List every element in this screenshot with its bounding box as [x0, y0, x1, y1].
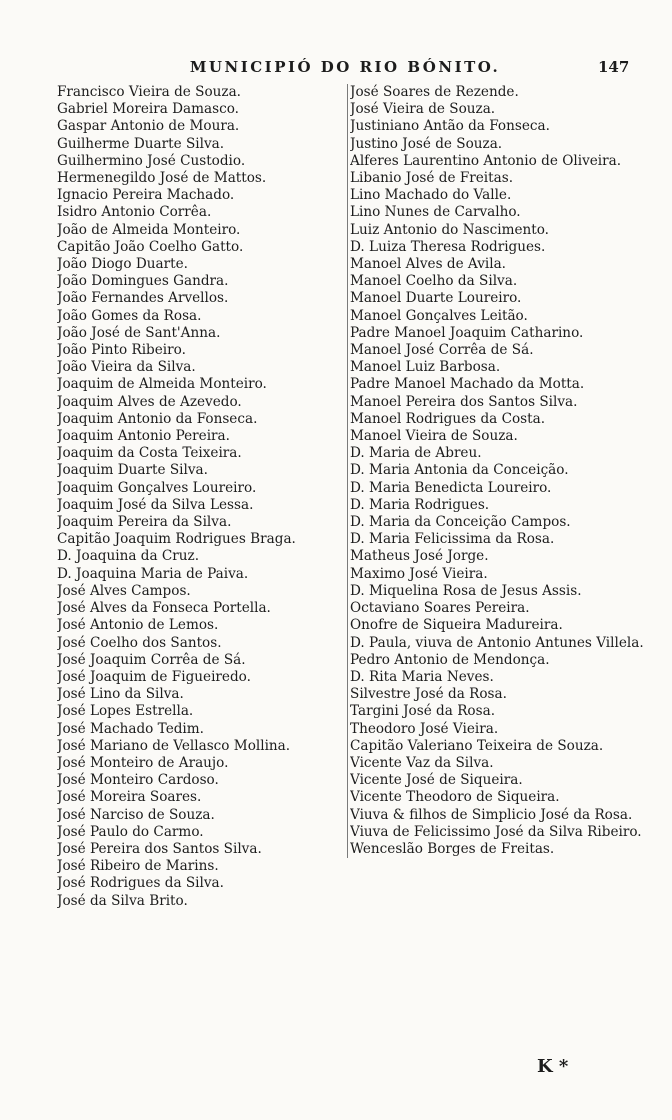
list-item: Manoel Coelho da Silva.: [350, 273, 518, 290]
list-item: Matheus José Jorge.: [350, 548, 489, 565]
list-item: Hermenegildo José de Mattos.: [57, 170, 267, 187]
list-item: José Moreira Soares.: [57, 789, 202, 806]
list-item: Manoel Gonçalves Leitão.: [350, 307, 528, 324]
list-item: Wenceslão Borges de Freitas.: [350, 840, 555, 857]
list-item: Guilhermino José Custodio.: [57, 152, 246, 169]
list-item: José Lopes Estrella.: [57, 703, 194, 720]
list-item: D. Maria Felicissima da Rosa.: [350, 531, 555, 548]
list-item: José Joaquim de Figueiredo.: [57, 668, 251, 685]
list-item: José Alves da Fonseca Portella.: [57, 600, 271, 617]
list-item: Lino Nunes de Carvalho.: [350, 204, 521, 221]
list-item: D. Maria Rodrigues.: [350, 496, 490, 513]
list-item: Vicente Vaz da Silva.: [350, 754, 494, 771]
list-item: D. Maria Benedicta Loureiro.: [350, 479, 552, 496]
list-item: José Rodrigues da Silva.: [57, 875, 224, 892]
list-item: João Diogo Duarte.: [57, 256, 188, 273]
list-item: José Mariano de Vellasco Mollina.: [57, 737, 291, 754]
list-item: Manoel Vieira de Souza.: [350, 428, 518, 445]
page-number: 147: [598, 58, 630, 76]
list-item: Libanio José de Freitas.: [350, 170, 514, 187]
page-title: MUNICIPIÓ DO RIO BÓNITO.: [189, 58, 501, 76]
list-item: José Antonio de Lemos.: [57, 617, 219, 634]
list-item: Manoel Rodrigues da Costa.: [350, 410, 546, 427]
list-item: Vicente José de Siqueira.: [350, 772, 523, 789]
list-item: João Pinto Ribeiro.: [57, 342, 186, 359]
list-item: José Lino da Silva.: [57, 686, 184, 703]
list-item: Gabriel Moreira Damasco.: [57, 101, 239, 118]
list-item: Capitão Joaquim Rodrigues Braga.: [57, 531, 296, 548]
list-item: Francisco Vieira de Souza.: [57, 84, 241, 100]
list-item: Guilherme Duarte Silva.: [57, 135, 225, 152]
list-item: Manoel Pereira dos Santos Silva.: [350, 393, 578, 410]
list-item: João Vieira da Silva.: [57, 359, 196, 376]
list-item: Gaspar Antonio de Moura.: [57, 118, 240, 135]
list-item: José Narciso de Souza.: [57, 806, 215, 823]
list-item: Joaquim de Almeida Monteiro.: [57, 376, 267, 393]
list-item: D. Maria da Conceição Campos.: [350, 514, 571, 531]
list-item: Joaquim Antonio da Fonseca.: [57, 410, 258, 427]
list-item: Manoel José Corrêa de Sá.: [350, 342, 534, 359]
list-item: D. Joaquina Maria de Paiva.: [57, 565, 249, 582]
list-item: José Paulo do Carmo.: [57, 823, 204, 840]
list-item: Theodoro José Vieira.: [350, 720, 499, 737]
list-item: D. Maria Antonia da Conceição.: [350, 462, 569, 479]
list-item: Joaquim Pereira da Silva.: [57, 514, 232, 531]
list-item: João Domingues Gandra.: [57, 273, 229, 290]
list-item: João Gomes da Rosa.: [57, 307, 202, 324]
list-item: Viuva & filhos de Simplicio José da Rosa.: [350, 806, 633, 823]
list-item: João de Almeida Monteiro.: [57, 221, 241, 238]
list-item: D. Paula, viuva de Antonio Antunes Villela.: [350, 634, 644, 651]
list-item: João José de Sant'Anna.: [57, 324, 221, 341]
list-item: Alferes Laurentino Antonio de Oliveira.: [350, 152, 622, 169]
list-item: José Vieira de Souza.: [350, 101, 496, 118]
list-item: D. Joaquina da Cruz.: [57, 548, 200, 565]
list-item: Silvestre José da Rosa.: [350, 686, 507, 703]
list-item: Pedro Antonio de Mendonça.: [350, 651, 550, 668]
list-item: Joaquim José da Silva Lessa.: [57, 496, 254, 513]
list-item: Padre Manoel Joaquim Catharino.: [350, 324, 584, 341]
list-item: José Monteiro Cardoso.: [57, 772, 219, 789]
signature-mark: K *: [537, 1056, 569, 1077]
list-item: Ignacio Pereira Machado.: [57, 187, 235, 204]
list-item: Joaquim da Costa Teixeira.: [57, 445, 242, 462]
list-item: Joaquim Antonio Pereira.: [57, 428, 230, 445]
list-item: José Joaquim Corrêa de Sá.: [57, 651, 246, 668]
list-item: Joaquim Gonçalves Loureiro.: [57, 479, 257, 496]
list-item: Maximo José Vieira.: [350, 565, 488, 582]
list-item: D. Rita Maria Neves.: [350, 668, 494, 685]
list-item: Viuva de Felicissimo José da Silva Ribeiro.: [350, 823, 642, 840]
list-item: Vicente Theodoro de Siqueira.: [350, 789, 560, 806]
list-item: José Monteiro de Araujo.: [57, 754, 229, 771]
right-name-column: [347, 84, 650, 858]
list-item: José Coelho dos Santos.: [57, 634, 222, 651]
list-item: José Soares de Rezende.: [350, 84, 519, 100]
list-item: Joaquim Duarte Silva.: [57, 462, 208, 479]
list-item: Manoel Duarte Loureiro.: [350, 290, 522, 307]
list-item: Manoel Alves de Avila.: [350, 256, 506, 273]
list-item: Lino Machado do Valle.: [350, 187, 512, 204]
list-item: D. Luiza Theresa Rodrigues.: [350, 238, 546, 255]
list-item: Capitão Valeriano Teixeira de Souza.: [350, 737, 604, 754]
list-item: Justiniano Antão da Fonseca.: [350, 118, 550, 135]
list-item: José Pereira dos Santos Silva.: [57, 840, 262, 857]
list-item: D. Maria de Abreu.: [350, 445, 482, 462]
list-item: Capitão João Coelho Gatto.: [57, 238, 244, 255]
list-item: Padre Manoel Machado da Motta.: [350, 376, 585, 393]
list-item: Justino José de Souza.: [350, 135, 503, 152]
list-item: João Fernandes Arvellos.: [57, 290, 229, 307]
list-item: José Ribeiro de Marins.: [57, 858, 219, 875]
list-item: Octaviano Soares Pereira.: [350, 600, 530, 617]
list-item: José Machado Tedim.: [57, 720, 204, 737]
list-item: Onofre de Siqueira Madureira.: [350, 617, 563, 634]
left-name-column: [57, 84, 341, 910]
list-item: Luiz Antonio do Nascimento.: [350, 221, 550, 238]
list-item: Manoel Luiz Barbosa.: [350, 359, 501, 376]
list-item: José Alves Campos.: [57, 582, 191, 599]
list-item: Targini José da Rosa.: [350, 703, 496, 720]
list-item: Joaquim Alves de Azevedo.: [57, 393, 242, 410]
list-item: José da Silva Brito.: [57, 892, 188, 909]
list-item: D. Miquelina Rosa de Jesus Assis.: [350, 582, 582, 599]
list-item: Isidro Antonio Corrêa.: [57, 204, 212, 221]
